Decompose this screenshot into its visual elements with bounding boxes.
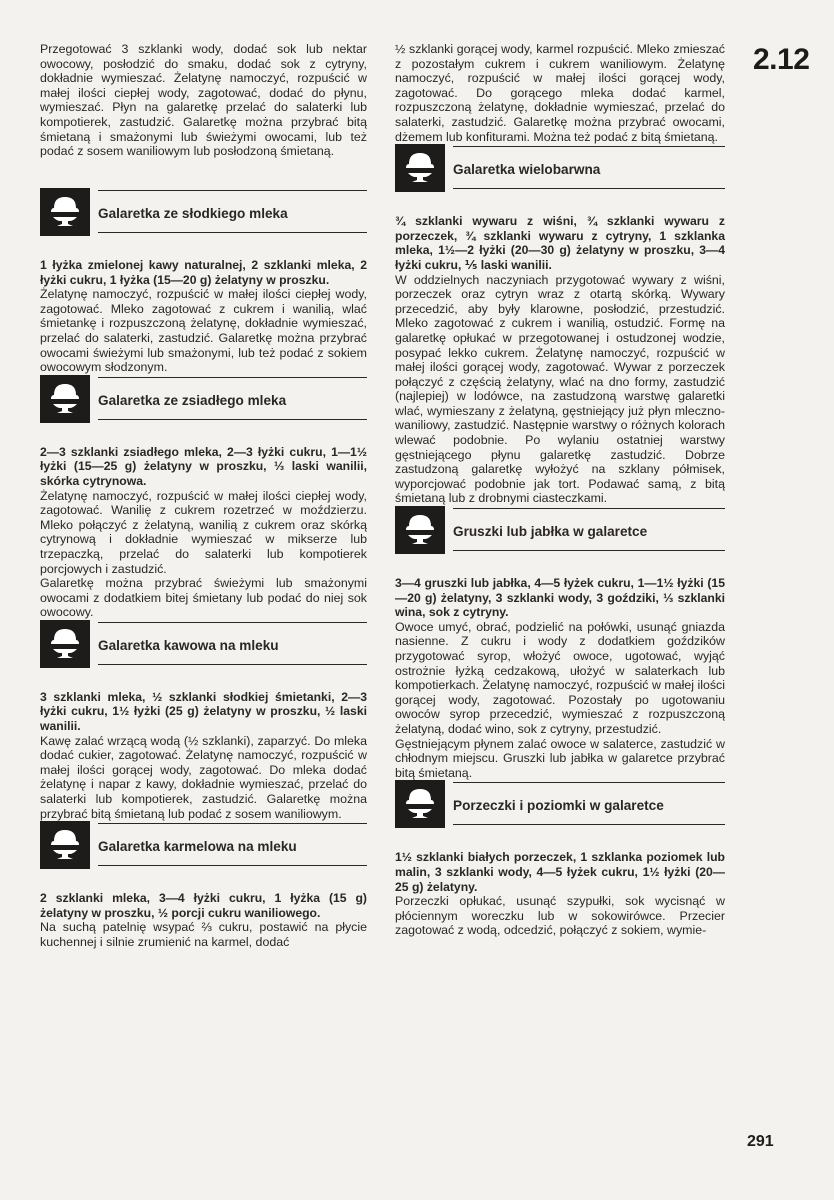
right-column	[395, 42, 725, 938]
recipe-ingredients: 3 szklanki mleka, ½ szklanki słodkiej śmietanki, 2—3 łyżki cukru, 1½ łyżki (25 g) żelatyny w proszku, ½ laski wanilii.	[40, 689, 367, 734]
recipe-method: Żelatynę namoczyć, rozpuścić w małej ilości ciepłej wody, zagotować. Mleko zagotować z cukrem i wanilią, wlać śmietankę i rozpuszczoną żelatynę, dokładnie wymieszać, przelać do salaterki, zastudzić. Galaretkę można przybrać owocami świeżymi lub smażonymi, lub też podać z sokiem owocowym słodzonym.	[40, 287, 367, 375]
recipe-method: Na suchą patelnię wsypać ⅔ cukru, postawić na płycie kuchennej i silnie zrumienić na karmel, dodać	[40, 920, 367, 949]
header-rule-bottom	[453, 824, 725, 825]
recipe-header	[40, 375, 367, 423]
header-rule-top	[98, 190, 367, 191]
recipe-wielobarwna	[395, 144, 725, 506]
jelly-dessert-icon	[40, 375, 90, 423]
jelly-dessert-icon	[395, 144, 445, 192]
recipe-title: Galaretka ze słodkiego mleka	[98, 206, 288, 221]
header-rule-top	[98, 823, 367, 824]
recipe-gruszki-jablka	[395, 506, 725, 780]
header-rule-top	[453, 508, 725, 509]
recipe-ingredients: 2—3 szklanki zsiadłego mleka, 2—3 łyżki cukru, 1—1½ łyżki (15—25 g) żelatyny w proszku, ⅓ laski wanilii, skórka cytrynowa.	[40, 444, 367, 488]
header-rule-bottom	[98, 865, 367, 866]
jelly-dessert-icon	[395, 506, 445, 554]
recipe-header	[40, 821, 367, 869]
continued-paragraph: ½ szklanki gorącej wody, karmel rozpuścić. Mleko zmieszać z pozostałym cukrem i cukrem waniliowym. Żelatynę namoczyć, rozpuścić w małej ilości gorącej wody, zagotować. Do gorącego mleka dodać karmel, rozpuszczoną żelatynę, dokładnie wymieszać, przelać do salaterki, zastudzić. Galaretkę można przybrać owocami, dżemem lub konfiturami. Można też podać z bitą śmietaną.	[395, 42, 725, 144]
jelly-dessert-icon	[40, 188, 90, 236]
recipe-ingredients: 1 łyżka zmielonej kawy naturalnej, 2 szklanki mleka, 2 łyżki cukru, 1 łyżka (15—20 g) żelatyny w proszku.	[40, 258, 367, 287]
recipe-slodkie-mleko	[40, 188, 367, 375]
recipe-ingredients: ¾ szklanki wywaru z wiśni, ¾ szklanki wywaru z porzeczek, ¾ szklanki wywaru z cytryny, 1 szklanka mleka, 1½—2 łyżki (20—30 g) żelatyny w proszku, 3—4 łyżki cukru, ⅕ laski wanilii.	[395, 214, 725, 272]
recipe-method: Porzeczki opłukać, usunąć szypułki, sok wycisnąć w płóciennym woreczku lub w sokowirówce. Przecier zagotować z wodą, odcedzić, połączyć z sokiem, wymie-	[395, 894, 725, 938]
jelly-dessert-icon	[40, 821, 90, 869]
recipe-header	[395, 506, 725, 554]
header-rule-bottom	[98, 232, 367, 233]
header-rule-top	[453, 146, 725, 147]
recipe-header	[40, 188, 367, 236]
header-rule-bottom	[453, 550, 725, 551]
recipe-title: Galaretka kawowa na mleku	[98, 637, 279, 653]
recipe-title: Galaretka ze zsiadłego mleka	[98, 392, 287, 408]
recipe-title: Galaretka wielobarwna	[453, 162, 601, 178]
recipe-method: W oddzielnych naczyniach przygotować wywary z wiśni, porzeczek oraz cytryn wraz z otartą skórką. Wywary przecedzić, aby były klarowne, posłodzić, przestudzić. Mleko zagotować z cukrem i wanilią, ostudzić. Formę na galaretkę opłukać w przegotowanej i ostudzonej wodzie, posypać lekko cukrem. Żelatynę namoczyć, rozpuścić w małej ilości gorącej wody, zagotować. Wywar z porzeczek połączyć z częścią żelatyny, wlać na dno formy, zastudzić (najlepiej) w lodówce, na zastudzoną warstwę galaretki wlać, wymieszany z żelatyną, gęstniejący już płyn mleczno-waniliowy, zastudzić. Następnie warstwy o różnych kolorach wlewać podobnie. Po wylaniu ostatniej warstwy gęstniejącego płynu galaretkę zastudzić. Dobrze zastudzoną galaretkę wyłożyć na szklany półmisek, wyporcjować podobnie jak tort. Podawać samą, z bitą śmietaną lub z drobnymi ciasteczkami.	[395, 272, 725, 506]
header-rule-bottom	[98, 664, 367, 665]
recipe-header	[395, 780, 725, 828]
header-rule-bottom	[98, 419, 367, 420]
header-rule-top	[98, 377, 367, 378]
recipe-method: Owoce umyć, obrać, podzielić na połówki, usunąć gniazda nasienne. Z cukru i wody z dodatkiem goździków przygotować syrop, włożyć owoce, ugotować, wyjąć ostrożnie łyżką cedzakową, ułożyć w salaterkach lub kompotierkach. Żelatynę namoczyć, rozpuścić w małej ilości gorącej wody, zagotować. Pozostały po ugotowaniu owoców syrop przecedzić, wymieszać z rozpuszczoną żelatyną, dodać wino, sok z cytryny, przestudzić. Gęstniejącym płynem zalać owoce w salaterce, zastudzić w chłodnym miejscu. Gruszki lub jabłka w galaretce przybrać bitą śmietaną.	[395, 619, 725, 780]
jelly-dessert-icon	[40, 620, 90, 668]
intro-paragraph: Przegotować 3 szklanki wody, dodać sok lub nektar owocowy, posłodzić do smaku, dodać sok z cytryny, dokładnie wymieszać. Żelatynę namoczyć, rozpuścić w małej ilości ciepłej wody, zagotować, dodać do płynu, wymieszać. Płyn na galaretkę przelać do salaterki lub kompotierek, zastudzić. Galaretkę można przybrać bitą śmietaną i smażonymi lub świeżymi owocami, lub też podać z sosem waniliowym lub posłodzoną śmietaną.	[40, 42, 367, 159]
recipe-ingredients: 3—4 gruszki lub jabłka, 4—5 łyżek cukru, 1—1½ łyżki (15—20 g) żelatyny, 3 szklanki wody, 3 goździki, ⅓ szklanki wina, sok z cytryny.	[395, 576, 725, 620]
recipe-zsiadle-mleko	[40, 375, 367, 620]
recipe-title: Porzeczki i poziomki w galaretce	[453, 798, 664, 814]
recipe-kawowa	[40, 620, 367, 821]
recipe-method: Żelatynę namoczyć, rozpuścić w małej ilości ciepłej wody, zagotować. Wanilię z cukrem rozetrzeć w moździerzu. Mleko połączyć z żelatyną, wanilią z cukrem oraz skórką cytrynową i dokładnie wymieszać w mikserze lub trzepaczką, przelać do salaterki lub kompotierek porcjowych i zastudzić. Galaretkę można przybrać świeżymi lub smażonymi owocami z dodatkiem bitej śmietany lub podać do niej sok owocowy.	[40, 488, 367, 620]
section-number: 2.12	[753, 43, 810, 76]
recipe-ingredients: 2 szklanki mleka, 3—4 łyżki cukru, 1 łyżka (15 g) żelatyny w proszku, ½ porcji cukru waniliowego.	[40, 891, 367, 920]
left-column	[40, 42, 367, 950]
recipe-ingredients: 1½ szklanki białych porzeczek, 1 szklanka poziomek lub malin, 3 szklanki wody, 4—5 łyżek cukru, 1½ łyżki (20—25 g) żelatyny.	[395, 850, 725, 894]
jelly-dessert-icon	[395, 780, 445, 828]
recipe-header	[395, 144, 725, 192]
recipe-title: Galaretka karmelowa na mleku	[98, 839, 297, 855]
header-rule-top	[98, 622, 367, 623]
recipe-method: Kawę zalać wrzącą wodą (½ szklanki), zaparzyć. Do mleka dodać cukier, zagotować. Żelatynę namoczyć, rozpuścić w małej ilości gorącej wody, zagotować. Do mleka dodać żelatynę i napar z kawy, dokładnie wymieszać, przelać do salaterki lub kompotierek, zastudzić. Galaretkę można przybrać bitą śmietaną lub podać z sosem waniliowym.	[40, 733, 367, 821]
recipe-header	[40, 620, 367, 668]
recipe-title: Gruszki lub jabłka w galaretce	[453, 524, 648, 540]
recipe-porzeczki-poziomki	[395, 780, 725, 938]
recipe-karmelowa	[40, 821, 367, 949]
header-rule-top	[453, 782, 725, 783]
page-number: 291	[747, 1133, 774, 1150]
header-rule-bottom	[453, 188, 725, 189]
